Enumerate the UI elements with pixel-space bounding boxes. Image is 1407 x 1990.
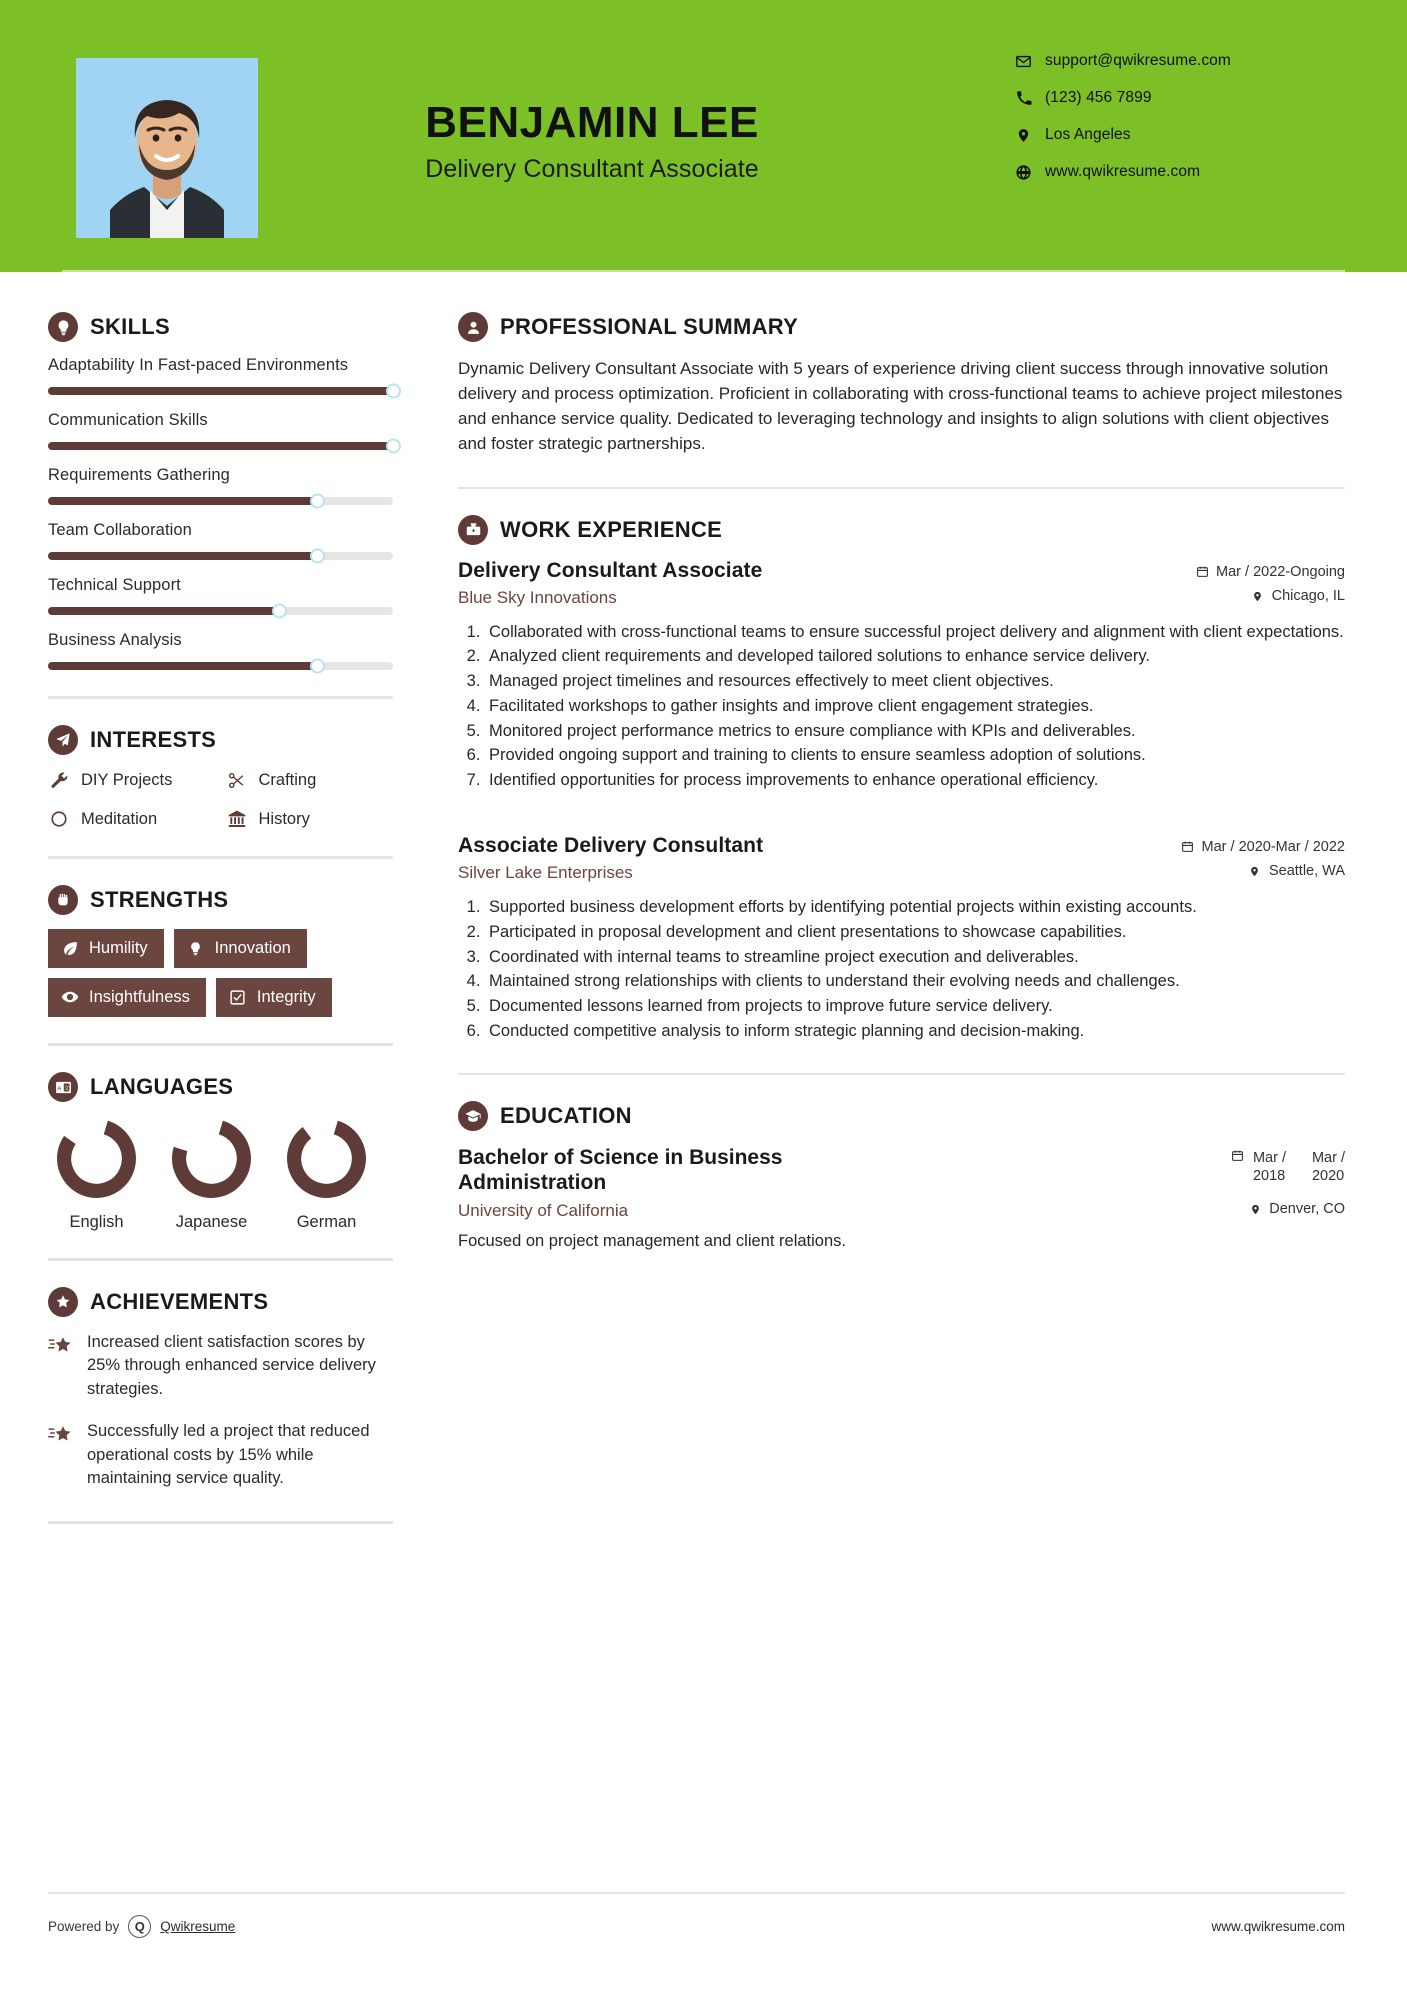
skill-label: Business Analysis [48,631,182,649]
svg-text:A: A [56,1084,61,1092]
interest-item [226,808,394,830]
interest-item [48,808,216,830]
duty-item: 3. Coordinated with internal teams to streamline project execution and deliverables. [485,946,1345,969]
interest-label: History [258,809,310,828]
summary-text: Dynamic Delivery Consultant Associate with 5 years of experience driving client success through innovative solution delivery and process optimization. Proficient in collaborating with cross-functional teams to achieve project milestones and enhance service quality. Dedicated to leveraging technology and insights to align solutions with client objectives and foster strategic partnerships. [458,359,1343,454]
achievements-heading [48,1287,393,1317]
duty-item: 7. Identified opportunities for process improvements to enhance operational efficiency. [485,769,1345,792]
shooting-star-icon [48,1334,74,1360]
skill-knob [310,659,325,674]
language-donut-chart [54,1116,139,1201]
achievement-item [48,1331,393,1401]
education-location-value: Denver, CO [1269,1201,1345,1218]
section-achievements [48,1287,393,1491]
sidebar-divider [48,1258,393,1261]
map-pin-icon [1248,1202,1262,1216]
calendar-icon [1195,565,1209,579]
experience-title: WORK EXPERIENCE [500,516,723,542]
job-company: Silver Lake Enterprises [458,862,633,882]
leaf-icon [61,939,79,957]
skill-bar[interactable] [48,662,393,670]
job-duties [458,896,1345,1043]
skill-fill [48,552,317,560]
main-divider [458,1073,1345,1075]
strength-badge [216,978,332,1017]
section-interests [48,725,393,830]
skill-fill [48,387,393,395]
interest-label: Crafting [258,770,317,789]
job-title: Delivery Consultant Associate [458,558,763,582]
briefcase-icon [458,515,488,545]
experience-entry [458,559,1345,792]
job-meta [1195,559,1345,580]
skill-label: Team Collaboration [48,521,192,539]
summary-title: PROFESSIONAL SUMMARY [500,314,799,339]
profile-photo [76,58,258,238]
map-pin-icon [1248,864,1262,878]
interests-heading [48,725,393,755]
museum-icon [226,808,248,830]
resume-body [0,272,1407,1524]
badge-star-icon [48,1287,78,1317]
skill-item [48,411,393,450]
main-content [410,272,1407,1524]
job-dates-value: Mar / 2022-Ongoing [1216,563,1345,580]
contact-list [1015,52,1345,200]
language-label: Japanese [175,1213,248,1231]
job-location [1251,588,1345,604]
duty-item: 1. Collaborated with cross-functional teams to ensure successful project delivery and alignment with client expectations. [485,621,1345,644]
strength-badge [48,978,206,1017]
achievements-list [48,1331,393,1491]
section-education [458,1101,1345,1251]
section-summary [458,312,1345,457]
sidebar-divider [48,856,393,859]
duty-item: 4. Maintained strong relationships with clients to understand their evolving needs and challenges. [485,970,1345,993]
education-school: University of California [458,1200,629,1220]
strengths-list [48,929,393,1017]
strength-badge [48,929,164,968]
eye-icon [61,988,79,1006]
graduation-icon [458,1101,488,1131]
skill-knob [310,549,325,564]
skill-knob [386,384,401,399]
achievement-text: Successfully led a project that reduced operational costs by 15% while maintaining service quality. [87,1422,370,1488]
education-end-month: Mar / [1311,1149,1345,1166]
job-title: Associate Delivery Consultant [458,833,764,857]
fist-icon [48,885,78,915]
shooting-star-icon [48,1423,74,1449]
strength-label: Innovation [214,938,291,957]
skill-item [48,521,393,560]
footer-website: www.qwikresume.com [1211,1919,1345,1934]
sidebar-divider [48,696,393,699]
skill-bar[interactable] [48,442,393,450]
section-strengths [48,885,393,1017]
translate-icon [48,1072,78,1102]
language-item [284,1116,369,1232]
main-divider [458,487,1345,489]
candidate-name: BENJAMIN LEE [425,98,759,147]
education-start-month: Mar / [1252,1149,1286,1166]
skill-label: Technical Support [48,576,181,594]
education-degree: Bachelor of Science in Business Administration [458,1145,783,1194]
language-donut-chart [169,1116,254,1201]
skill-fill [48,662,317,670]
job-location [1248,863,1345,879]
job-location-value: Chicago, IL [1271,588,1345,605]
languages-list [48,1116,393,1232]
contact-phone-value: (123) 456 7899 [1045,89,1152,106]
globe-icon [1015,164,1032,181]
sidebar-bottom-divider [48,1521,393,1524]
skill-item [48,466,393,505]
skill-knob [310,494,325,509]
duty-item: 5. Monitored project performance metrics to ensure compliance with KPIs and deliverables. [485,720,1345,743]
map-pin-icon [1251,589,1265,603]
interest-label: Meditation [81,809,158,828]
duty-item: 1. Supported business development efforts by identifying potential projects within existing accounts. [485,896,1345,919]
scissors-icon [226,769,248,791]
skill-knob [272,604,287,619]
languages-heading [48,1072,393,1102]
skill-label: Adaptability In Fast-paced Environments [48,356,349,374]
interest-item [48,769,216,791]
lightbulb-icon [187,939,205,957]
skill-label: Communication Skills [48,411,208,429]
education-start-date [1253,1149,1286,1185]
education-dates [1231,1145,1345,1185]
check-square-icon [229,988,247,1006]
interests-title: INTERESTS [90,727,217,752]
summary-heading [458,312,1345,342]
job-location-value: Seattle, WA [1268,863,1345,880]
skill-label: Requirements Gathering [48,466,230,484]
interest-item [226,769,394,791]
job-dates [1195,564,1345,580]
duty-item: 2. Participated in proposal development and client presentations to showcase capabilities. [485,921,1345,944]
sidebar-divider [48,1043,393,1046]
experience-entry [458,834,1345,1043]
interest-label: DIY Projects [81,770,173,789]
strength-label: Integrity [256,987,316,1006]
section-skills [48,312,393,670]
strength-badge [174,929,307,968]
skill-fill [48,497,317,505]
achievements-title: ACHIEVEMENTS [90,1289,269,1314]
svg-text:文: 文 [63,1085,69,1092]
strengths-title: STRENGTHS [90,887,229,912]
education-end-date [1312,1149,1345,1185]
skill-fill [48,607,279,615]
qwikresume-link[interactable]: Qwikresume [160,1919,236,1934]
section-experience [458,515,1345,1043]
language-label: English [69,1213,124,1231]
avatar-illustration [76,58,258,238]
education-end-year: 2020 [1311,1167,1345,1184]
candidate-title: Delivery Consultant Associate [425,155,759,184]
duty-item: 5. Documented lessons learned from projects to improve future service delivery. [485,995,1345,1018]
duty-item: 6. Provided ongoing support and training to clients to ensure seamless adoption of solutions. [485,744,1345,767]
skill-knob [386,439,401,454]
skills-heading [48,312,393,342]
education-description: Focused on project management and client relations. [458,1231,846,1250]
education-heading [458,1101,1345,1131]
skill-bar[interactable] [48,552,393,560]
strength-label: Humility [89,938,148,957]
contact-location-value: Los Angeles [1045,126,1131,143]
contact-email-value: support@qwikresume.com [1045,52,1231,69]
education-entry [458,1145,1345,1251]
skill-item [48,631,393,670]
user-circle-icon [458,312,488,342]
achievement-item [48,1420,393,1490]
education-start-year: 2018 [1252,1167,1286,1184]
lightbulb-icon [48,312,78,342]
envelope-icon [1015,53,1032,70]
contact-website[interactable] [1015,163,1345,181]
calendar-icon [1181,840,1195,854]
brand-mark: Q [134,1919,145,1934]
skill-bar[interactable] [48,607,393,615]
duty-item: 4. Facilitated workshops to gather insights and improve client engagement strategies. [485,695,1345,718]
interests-list [48,769,393,830]
qwikresume-logo-icon [128,1915,151,1938]
language-item [54,1116,139,1232]
language-item [169,1116,254,1232]
education-location [1248,1201,1345,1217]
location-pin-icon [1015,127,1032,144]
job-meta [1181,834,1345,855]
experience-heading [458,515,1345,545]
languages-title: LANGUAGES [90,1074,234,1099]
section-languages [48,1072,393,1232]
skills-title: SKILLS [90,314,171,339]
resume-header [0,0,1407,272]
strengths-heading [48,885,393,915]
skill-item [48,356,393,395]
contact-phone[interactable] [1015,89,1345,107]
skill-bar[interactable] [48,387,393,395]
language-donut-chart [284,1116,369,1201]
job-dates-value: Mar / 2020-Mar / 2022 [1201,838,1345,855]
duty-item: 6. Conducted competitive analysis to inform strategic planning and decision-making. [485,1020,1345,1043]
job-dates [1181,839,1345,855]
calendar-icon [1231,1149,1245,1163]
powered-by [48,1915,235,1938]
powered-by-label: Powered by [48,1919,120,1934]
page-footer [0,1915,1407,1938]
duty-item: 2. Analyzed client requirements and developed tailored solutions to enhance service delivery. [485,645,1345,668]
circle-icon [48,808,70,830]
contact-email[interactable] [1015,52,1345,70]
sidebar [0,272,410,1524]
duty-item: 3. Managed project timelines and resources effectively to meet client objectives. [485,670,1345,693]
name-block [272,100,912,184]
skill-item [48,576,393,615]
footer-divider [48,1892,1345,1894]
phone-icon [1015,90,1032,107]
wrench-icon [48,769,70,791]
strength-label: Insightfulness [89,987,190,1006]
paper-plane-icon [48,725,78,755]
education-title: EDUCATION [500,1102,632,1128]
contact-location [1015,126,1345,144]
achievement-text: Increased client satisfaction scores by 25% through enhanced service delivery strategies. [87,1333,376,1398]
job-duties [458,621,1345,792]
skill-fill [48,442,393,450]
skills-list [48,356,393,670]
header-divider [62,270,1345,272]
skill-bar[interactable] [48,497,393,505]
job-company: Blue Sky Innovations [458,587,617,607]
contact-website-value: www.qwikresume.com [1045,163,1201,180]
language-label: German [296,1213,357,1231]
